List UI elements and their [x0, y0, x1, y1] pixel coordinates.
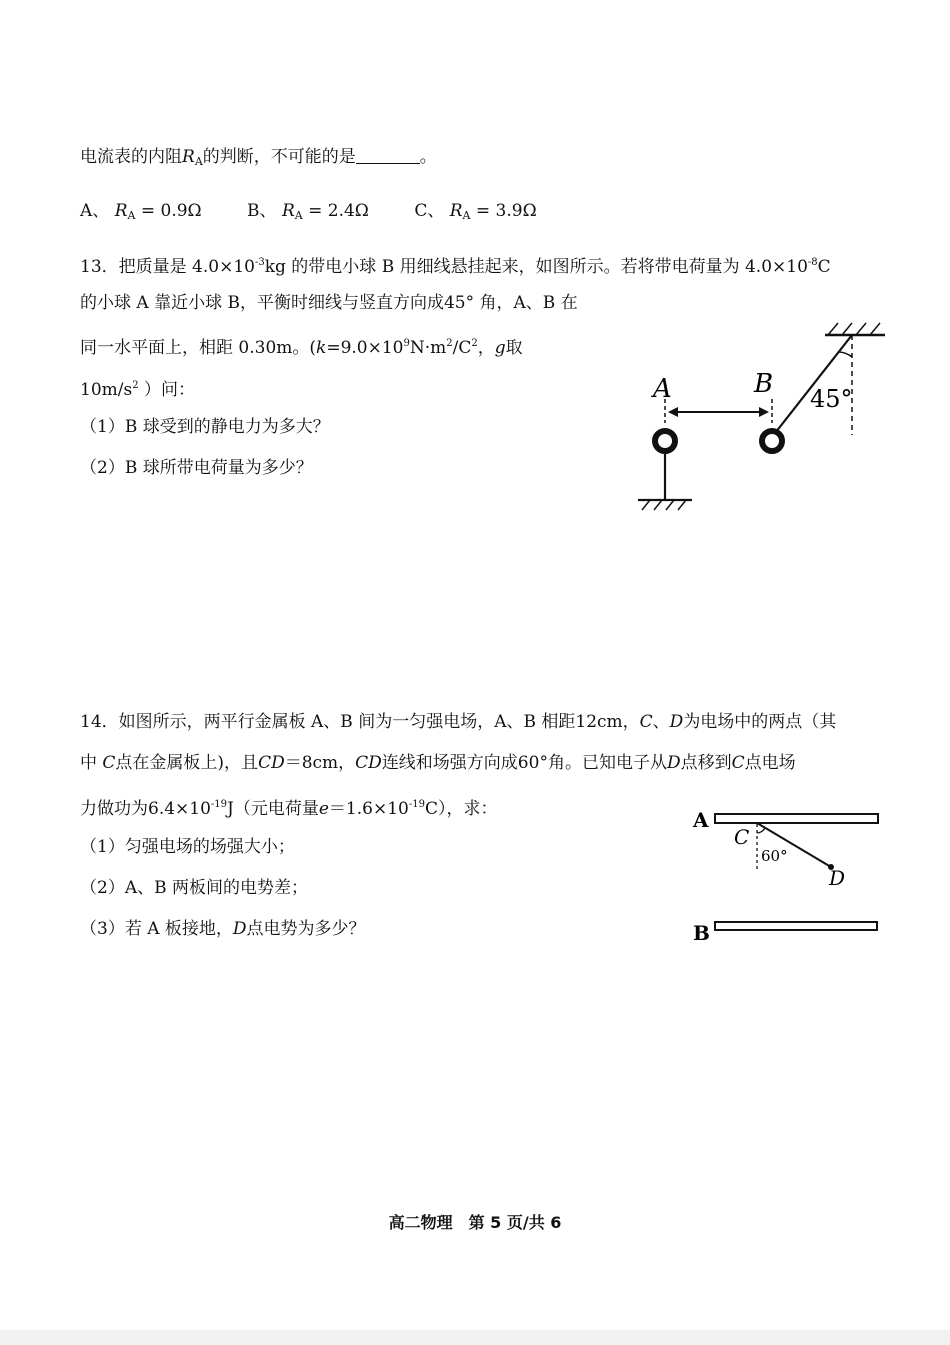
intro-text: 电流表的内阻	[80, 147, 182, 167]
option-value: = 2.4Ω	[302, 201, 369, 221]
q14-text: 、	[652, 712, 670, 732]
label-d: D	[829, 866, 846, 890]
q14-var: D	[666, 753, 681, 773]
q13-g: g	[494, 338, 506, 358]
q14-text: 14．如图所示，两平行金属板 A、B 间为一匀强电场，A、B 相距12cm，	[80, 712, 640, 732]
q14-subquestion-3	[80, 918, 366, 940]
q14-text: 点电场	[744, 753, 796, 773]
q13-text: N·m	[409, 338, 447, 358]
q14-text: 力做功为6.4×10	[80, 799, 211, 819]
option-b[interactable]	[247, 200, 369, 227]
q13-text: =9.0×10	[326, 338, 404, 358]
arrow-right	[759, 407, 769, 417]
q14-line-1	[80, 711, 836, 733]
q14-var: C	[731, 753, 745, 773]
q13-text: ，	[477, 338, 495, 358]
q14-exp: -19	[408, 799, 425, 810]
scan-edge	[0, 1330, 950, 1345]
angle-label: 45°	[810, 385, 853, 413]
q13-text: 13．把质量是 4.0×10	[80, 257, 255, 277]
option-symbol: R	[449, 201, 463, 221]
q14-text: 连线和场强方向成60°角。已知电子从	[381, 753, 667, 773]
q14-text: ＝8cm，	[284, 753, 356, 773]
ceiling-hatch	[828, 323, 880, 335]
ball-b	[762, 431, 782, 451]
q14-var: C	[102, 753, 116, 773]
q14-line-3	[80, 794, 497, 820]
r-subscript: A	[194, 155, 203, 168]
q13-exp: -3	[254, 257, 265, 268]
q14-var: e	[318, 799, 329, 819]
q14-var: CD	[355, 753, 382, 773]
q14-text: 点移到	[680, 753, 732, 773]
q13-figure	[620, 315, 895, 520]
intro-line	[80, 146, 437, 173]
q14-text: ＝1.6×10	[328, 799, 409, 819]
angle-60-label: 60°	[761, 847, 788, 865]
q14-var: C	[639, 712, 653, 732]
option-label: B、	[247, 201, 277, 221]
option-value: = 0.9Ω	[135, 201, 202, 221]
option-c[interactable]	[414, 200, 536, 227]
q13-subquestion-1: （1）B 球受到的静电力为多大？	[80, 417, 330, 437]
q14-subquestion-1: （1）匀强电场的场强大小；	[80, 837, 295, 857]
q14-exp: -19	[210, 799, 228, 810]
label-a: A	[653, 374, 672, 404]
label-b: B	[754, 369, 774, 399]
plate-b	[715, 922, 877, 930]
option-value: = 3.9Ω	[470, 201, 537, 221]
q13-text: 取	[505, 338, 523, 358]
q14-var: D	[669, 712, 684, 732]
intro-text-after: 的判断，不可能的是	[202, 147, 356, 167]
q13-subquestion-2: （2）B 球所带电荷量为多少？	[80, 458, 313, 478]
q14-text: J（元电荷量	[227, 799, 319, 819]
q13-exp: 2	[132, 380, 139, 391]
q14-text: 为电场中的两点（其	[683, 712, 837, 732]
q13-text: /C	[452, 338, 472, 358]
option-symbol: R	[114, 201, 128, 221]
q13-line-2: 的小球 A 靠近小球 B，平衡时细线与竖直方向成45° 角，A、B 在	[80, 293, 578, 313]
option-a[interactable]	[80, 200, 202, 227]
option-symbol: R	[281, 201, 295, 221]
q14-var: D	[232, 919, 247, 939]
plate-a-label: A	[693, 808, 709, 832]
option-sub: A	[127, 209, 136, 222]
q14-text: C），求：	[424, 799, 498, 819]
ground-hatch	[642, 500, 686, 510]
q13-line-3	[80, 333, 523, 359]
q14-text: 中	[80, 753, 103, 773]
plate-b-label: B	[693, 921, 710, 945]
q13-exp: 2	[446, 338, 453, 349]
q14-line-2	[80, 752, 796, 774]
q13-text: ）问：	[138, 380, 195, 400]
q13-text: C	[817, 257, 831, 277]
plate-a	[715, 814, 878, 823]
q14-figure	[688, 800, 888, 950]
q13-exp: -8	[807, 257, 818, 268]
q13-exp: 9	[403, 338, 410, 349]
q13-line-1	[80, 252, 831, 278]
label-c: C	[734, 825, 750, 849]
option-sub: A	[462, 209, 471, 222]
option-sub: A	[294, 209, 303, 222]
angle-arc	[839, 352, 852, 357]
q14-text: 点电势为多少？	[246, 919, 366, 939]
q13-line-4	[80, 375, 195, 401]
options-row	[80, 200, 577, 227]
q14-var: CD	[258, 753, 285, 773]
intro-end: 。	[419, 147, 437, 167]
ball-a	[655, 431, 675, 451]
q13-text: kg 的带电小球 B 用细线悬挂起来，如图所示。若将带电荷量为 4.0×10	[264, 257, 808, 277]
q13-text: 10m/s	[80, 380, 133, 400]
angle-arc-60	[757, 828, 765, 833]
q13-text: 同一水平面上，相距 0.30m。(	[80, 338, 317, 358]
q14-text: 点在金属板上)，且	[115, 753, 259, 773]
q13-k: k	[316, 338, 327, 358]
page-footer: 高二物理 第 5 页/共 6	[388, 1213, 562, 1232]
q14-subquestion-2: （2）A、B 两板间的电势差；	[80, 878, 308, 898]
q14-text: （3）若 A 板接地，	[80, 919, 233, 939]
option-label: A、	[80, 201, 110, 221]
r-symbol: R	[182, 147, 195, 167]
arrow-left	[668, 407, 678, 417]
answer-blank[interactable]	[356, 147, 420, 164]
q13-exp: 2	[471, 338, 478, 349]
option-label: C、	[414, 201, 445, 221]
